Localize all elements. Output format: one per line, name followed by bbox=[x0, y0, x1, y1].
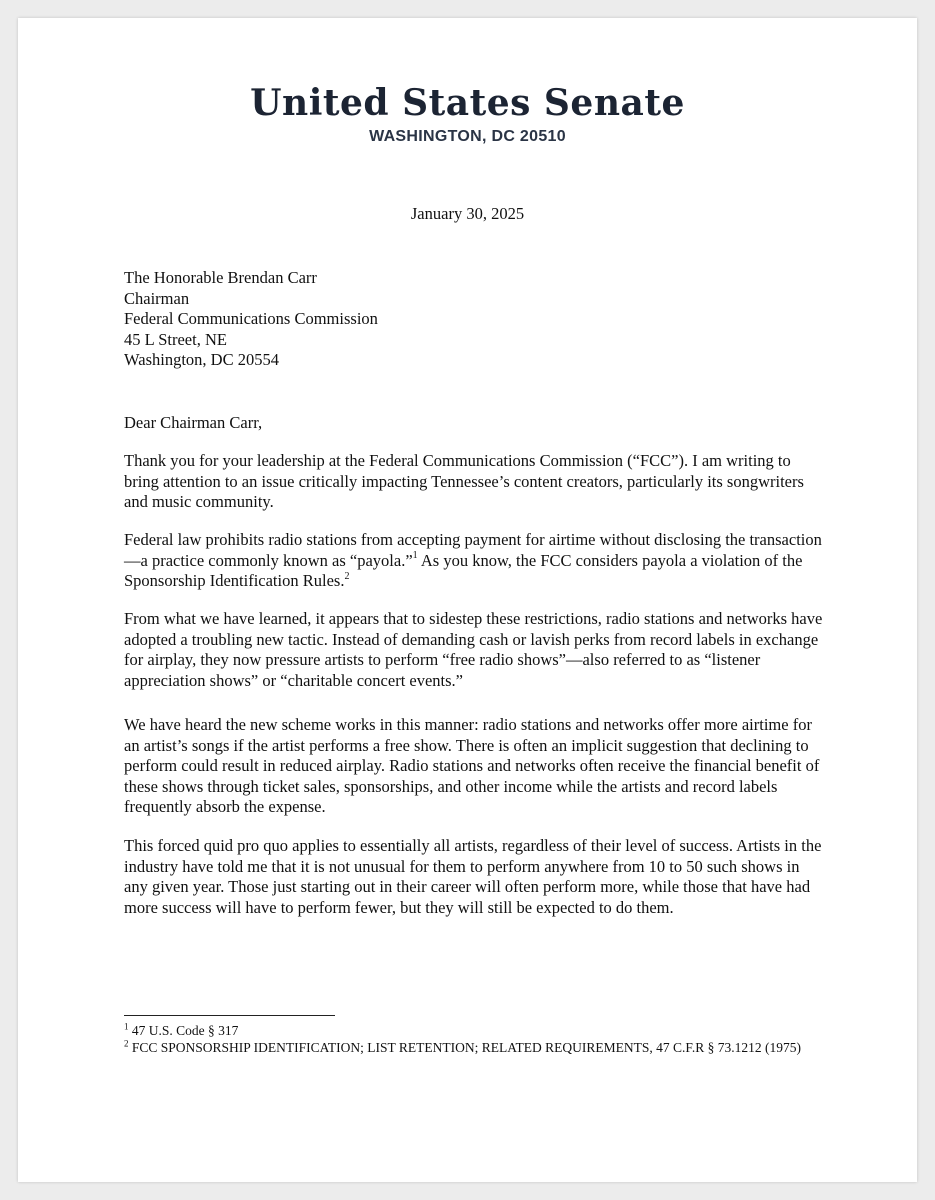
recipient-street: 45 L Street, NE bbox=[124, 329, 227, 349]
paragraph-2 bbox=[124, 530, 824, 592]
footnote-ref-1: 1 bbox=[412, 550, 418, 561]
footnote-1 bbox=[124, 1022, 804, 1039]
footnote-2-text: FCC SPONSORSHIP IDENTIFICATION; LIST RETENTION; RELATED REQUIREMENTS, 47 C.F.R § 73.1212 (1975) bbox=[131, 1040, 801, 1055]
footnote-divider bbox=[124, 1015, 335, 1016]
letter-page bbox=[18, 18, 917, 1182]
footnote-ref-2: 2 bbox=[344, 570, 350, 582]
recipient-city: Washington, DC 20554 bbox=[124, 350, 279, 369]
paragraph-4: We have heard the new scheme works in this manner: radio stations and networks offer more airtime for an artist’s songs if the artist performs a free show. There is often an implicit suggestion that declining to perform could result in reduced airplay. Radio stations and networks often receive the financial benefit of these shows through ticket sales, sponsorships, and other income while the artists and record labels frequently absorb the expense. bbox=[124, 715, 820, 816]
recipient-name: The Honorable Brendan Carr bbox=[124, 268, 317, 287]
footnotes bbox=[124, 1022, 804, 1056]
paragraph-1: Thank you for your leadership at the Federal Communications Commission (“FCC”). I am writing to bring attention to an issue critically impacting Tennessee’s content creators, particularly its songwriters and music community. bbox=[124, 451, 804, 511]
footnote-2-number: 2 bbox=[124, 1038, 129, 1049]
recipient-address-block bbox=[124, 268, 824, 371]
paragraph-2-part-a: Federal law prohibits radio stations from accepting payment for airtime without disclosing the transaction—a practice commonly known as “payola.” bbox=[124, 530, 822, 570]
paragraph-3: From what we have learned, it appears that to sidestep these restrictions, radio stations and networks have adopted a troubling new tactic. Instead of demanding cash or lavish perks from record labels in exchange for airplay, they now pressure artists to perform “free radio shows”—also referred to as “listener appreciation shows” or “charitable concert events.” bbox=[124, 609, 823, 690]
letterhead-title: United States Senate bbox=[250, 82, 685, 124]
recipient-title: Chairman bbox=[124, 288, 190, 308]
recipient-organization: Federal Communications Commission bbox=[124, 309, 378, 328]
paragraph-5: This forced quid pro quo applies to essentially all artists, regardless of their level of success. Artists in the industry have told me that it is not unusual for them to perform anywhere from 10 to 50 such shows in any given year. Those just starting out in their career will often perform more, while those that have had more success will have to perform fewer, but they will still be expected to do them. bbox=[124, 836, 822, 917]
letterhead-address: WASHINGTON, DC 20510 bbox=[369, 128, 566, 145]
paragraph-2-part-b: As you know, the FCC considers payola a violation of the Sponsorship Identification Rules. bbox=[124, 550, 803, 590]
letter-date: January 30, 2025 bbox=[410, 204, 525, 223]
salutation: Dear Chairman Carr, bbox=[124, 413, 263, 432]
footnote-1-text: 47 U.S. Code § 317 bbox=[131, 1023, 239, 1038]
footnote-2 bbox=[124, 1039, 804, 1056]
footnote-1-number: 1 bbox=[124, 1021, 129, 1032]
